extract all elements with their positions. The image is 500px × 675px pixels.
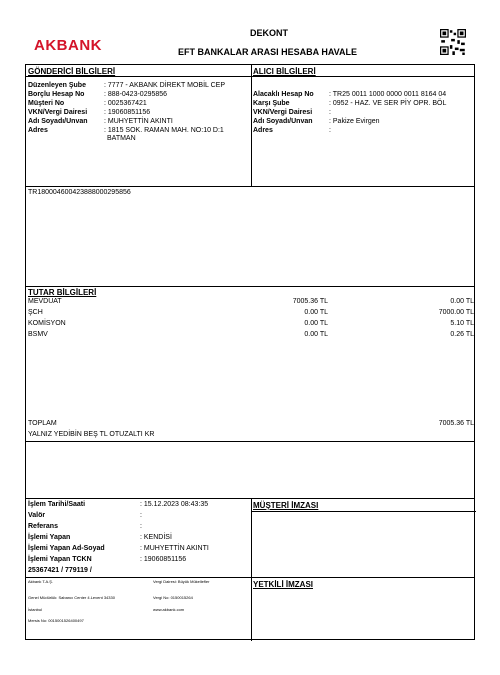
- field-value: : 888-0423-0295856: [104, 91, 168, 98]
- field-value: : 0952 - HAZ. VE SER PİY OPR. BÖL: [329, 100, 447, 107]
- field-value: : 19060851156: [104, 109, 151, 116]
- sender-section-title: GÖNDERİCİ BİLGİLERİ: [28, 67, 116, 76]
- field-label: Karşı Şube: [253, 100, 290, 107]
- field-label: Alacaklı Hesap No: [253, 91, 314, 98]
- amounts-section-title: TUTAR BİLGİLERİ: [28, 288, 97, 297]
- field-value: : 19060851156: [140, 556, 187, 563]
- divider: [26, 186, 474, 187]
- field-label: Adres: [253, 127, 273, 134]
- reference-line: 25367421 / 779119 /: [28, 567, 92, 574]
- customer-signature-label: MÜŞTERİ İMZASI: [253, 501, 319, 510]
- field-value: :: [329, 109, 331, 116]
- document-title: DEKONT: [250, 28, 288, 38]
- field-value: :: [329, 127, 331, 134]
- amount-col2: 0.26 TL: [450, 331, 474, 338]
- field-value: :: [140, 512, 142, 519]
- footer-tax-no: Vergi No: 0150015264: [153, 595, 193, 600]
- field-label: İşlem Tarihi/Saati: [28, 501, 86, 508]
- field-label: Valör: [28, 512, 46, 519]
- amount-col2: 5.10 TL: [450, 320, 474, 327]
- footer-tax-office: Vergi Dairesi: Büyük Mükellefler: [153, 579, 210, 584]
- amount-in-words: YALNIZ YEDİBİN BEŞ TL OTUZALTI KR: [28, 431, 155, 438]
- footer-website: www.akbank.com: [153, 607, 185, 612]
- divider: [26, 76, 474, 77]
- akbank-logo: AKBANK: [34, 37, 102, 54]
- divider: [251, 511, 476, 512]
- field-label: Adı Soyadı/Unvan: [28, 118, 88, 125]
- field-label: VKN/Vergi Dairesi: [253, 109, 313, 116]
- divider: [26, 577, 474, 578]
- amount-col1: 7005.36 TL: [292, 298, 328, 305]
- authorized-signature-label: YETKİLİ İMZASI: [253, 580, 313, 589]
- field-value-continued: BATMAN: [107, 135, 136, 142]
- field-label: Referans: [28, 523, 58, 530]
- field-value: : TR25 0011 1000 0000 0011 8164 04: [329, 91, 447, 98]
- divider: [251, 498, 252, 641]
- amount-label: KOMİSYON: [28, 320, 66, 327]
- amount-col1: 0.00 TL: [304, 331, 328, 338]
- field-label: Müşteri No: [28, 100, 65, 107]
- field-value: :: [140, 523, 142, 530]
- field-label: Adres: [28, 127, 48, 134]
- receiver-section-title: ALICI BİLGİLERİ: [253, 67, 316, 76]
- divider: [26, 441, 474, 442]
- field-label: Düzenleyen Şube: [28, 82, 86, 89]
- amount-label: ŞCH: [28, 309, 43, 316]
- field-value: : 0025367421: [104, 100, 147, 107]
- footer-city: İstanbul: [28, 607, 43, 612]
- amount-col1: 0.00 TL: [304, 320, 328, 327]
- field-label: İşlemi Yapan Ad-Soyad: [28, 545, 105, 552]
- field-value: : KENDİSİ: [140, 534, 172, 541]
- receipt-frame: [25, 64, 475, 640]
- footer-address: Genel Müdürlük: Sabancı Center 4.Levent 34330: [28, 595, 115, 600]
- field-value: : 15.12.2023 08:43:35: [140, 501, 209, 508]
- field-label: VKN/Vergi Dairesi: [28, 109, 88, 116]
- divider: [26, 498, 474, 499]
- amount-col1: 0.00 TL: [304, 309, 328, 316]
- field-value: : 1815 SOK. RAMAN MAH. NO:10 D:1: [104, 127, 224, 134]
- field-value: : 7777 - AKBANK DİREKT MOBİL CEP: [104, 82, 225, 89]
- divider: [251, 65, 252, 187]
- field-label: Borçlu Hesap No: [28, 91, 85, 98]
- document-subtitle: EFT BANKALAR ARASI HESABA HAVALE: [178, 47, 357, 57]
- total-value: 7005.36 TL: [438, 420, 474, 427]
- transaction-description: TR180004600423888000295856: [28, 189, 131, 196]
- total-label: TOPLAM: [28, 420, 57, 427]
- amount-label: BSMV: [28, 331, 48, 338]
- amount-label: MEVDUAT: [28, 298, 62, 305]
- amount-col2: 7000.00 TL: [438, 309, 474, 316]
- field-value: : Pakize Evirgen: [329, 118, 380, 125]
- footer-company: Akbank T.A.Ş.: [28, 579, 54, 584]
- field-value: : MUHYETTİN AKINTI: [104, 118, 173, 125]
- field-label: İşlemi Yapan TCKN: [28, 556, 92, 563]
- amount-col2: 0.00 TL: [450, 298, 474, 305]
- field-label: İşlemi Yapan: [28, 534, 71, 541]
- qr-code-icon: [440, 29, 466, 55]
- field-value: : MUHYETTİN AKINTI: [140, 545, 209, 552]
- field-label: Adı Soyadı/Unvan: [253, 118, 313, 125]
- footer-mersis: Mersis No: 0015001526400497: [28, 618, 84, 623]
- divider: [26, 286, 474, 287]
